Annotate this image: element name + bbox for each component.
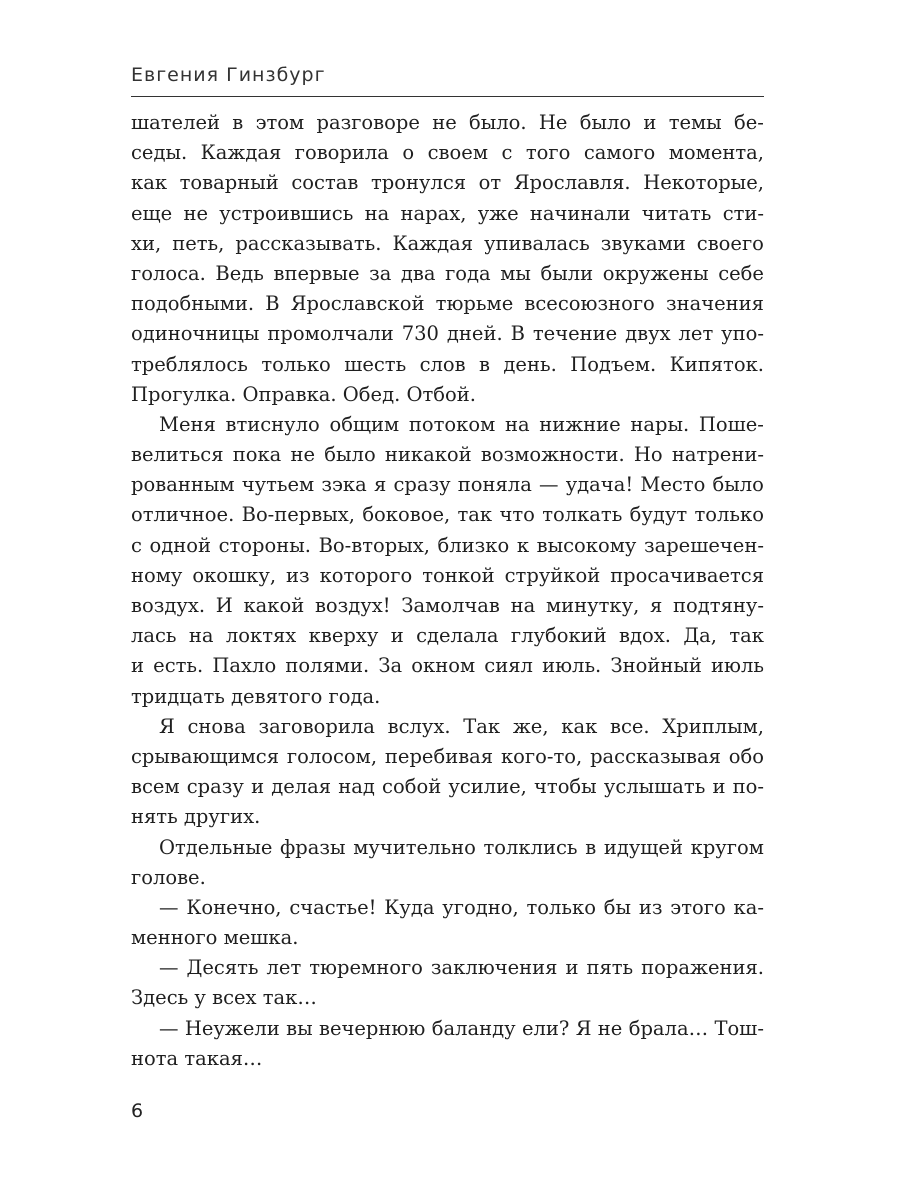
word: локтях bbox=[225, 624, 297, 648]
word: устроившись bbox=[219, 201, 354, 225]
word: пока bbox=[232, 443, 282, 467]
word: рассказывая bbox=[590, 744, 721, 768]
word: кругом bbox=[690, 835, 764, 859]
word: упивалась bbox=[484, 231, 590, 255]
word: шесть bbox=[344, 352, 407, 376]
word: — bbox=[159, 895, 179, 919]
text-line: нять других. bbox=[131, 805, 261, 829]
word: сти- bbox=[722, 201, 764, 225]
word: Но bbox=[633, 443, 663, 467]
word: чтобы bbox=[534, 775, 597, 799]
word: было. bbox=[469, 111, 527, 134]
text-line: Прогулка. Оправка. Обед. Отбой. bbox=[131, 382, 476, 406]
word: срывающимся bbox=[131, 744, 280, 768]
word: Ярославля. bbox=[513, 171, 631, 195]
word: окном bbox=[411, 654, 476, 678]
word: своего bbox=[696, 231, 764, 255]
word: говорила bbox=[294, 141, 389, 165]
word: было bbox=[579, 111, 632, 134]
word: втиснуло bbox=[225, 412, 320, 436]
word: Да, bbox=[683, 624, 717, 648]
word: как bbox=[131, 171, 168, 195]
word: минутку, bbox=[545, 594, 640, 617]
word: я bbox=[373, 473, 387, 497]
word: удача! bbox=[565, 473, 634, 497]
word: и bbox=[131, 654, 144, 678]
word: стороны. bbox=[218, 533, 311, 557]
word: и bbox=[390, 624, 404, 648]
text-line bbox=[131, 953, 764, 983]
word: треблялось bbox=[131, 352, 248, 376]
word: самого bbox=[583, 141, 656, 165]
word: все. bbox=[609, 714, 650, 738]
word: еще bbox=[131, 201, 173, 225]
word: За bbox=[378, 654, 403, 678]
text-line: тридцать девятого года. bbox=[131, 684, 381, 708]
word: так bbox=[457, 503, 493, 527]
word: фразы bbox=[280, 835, 346, 859]
word: никакой bbox=[384, 443, 472, 467]
text-line: Здесь у всех так… bbox=[131, 986, 317, 1010]
word: состав bbox=[291, 171, 359, 195]
text-line bbox=[131, 651, 764, 681]
word: Тош- bbox=[714, 1016, 764, 1040]
header-rule bbox=[131, 96, 764, 97]
word: не bbox=[432, 111, 457, 134]
word: темы bbox=[668, 111, 722, 134]
word: рованным bbox=[131, 473, 235, 497]
word: баланду bbox=[431, 1016, 516, 1040]
word: дней. bbox=[446, 322, 503, 346]
word: тюремного bbox=[309, 956, 423, 980]
word: июль bbox=[711, 654, 764, 678]
word: голоса. bbox=[131, 261, 206, 285]
word: поражения. bbox=[641, 956, 764, 980]
word: нарах, bbox=[400, 201, 467, 225]
word: значения bbox=[665, 292, 764, 316]
word: близко bbox=[437, 533, 510, 557]
text-line bbox=[131, 712, 764, 742]
word: струйкой bbox=[504, 563, 601, 587]
word: ка- bbox=[733, 895, 764, 919]
word: 730 bbox=[401, 322, 439, 346]
word: два bbox=[400, 261, 436, 285]
word: тронулся bbox=[370, 171, 467, 195]
word: — bbox=[539, 473, 559, 497]
word: Во-вторых, bbox=[318, 533, 430, 557]
word: зарешечен- bbox=[643, 533, 764, 557]
word: своем bbox=[427, 141, 488, 165]
text-line: менного мешка. bbox=[131, 926, 299, 950]
word: сделала bbox=[416, 624, 499, 648]
word: только bbox=[694, 503, 764, 527]
word: Кипяток. bbox=[669, 352, 764, 376]
word: Во-первых, bbox=[241, 503, 355, 527]
text-line bbox=[131, 319, 764, 349]
text-line bbox=[131, 500, 764, 530]
word: — bbox=[159, 1016, 179, 1040]
word: о bbox=[402, 141, 415, 165]
word: всем bbox=[131, 775, 180, 799]
text-line bbox=[131, 1014, 764, 1044]
word: с bbox=[501, 141, 513, 165]
word: лет bbox=[266, 956, 302, 980]
text-line bbox=[131, 350, 764, 380]
word: бы bbox=[603, 895, 632, 919]
word: Место bbox=[640, 473, 706, 497]
word: в bbox=[232, 111, 244, 134]
word: того bbox=[525, 141, 571, 165]
word: Неужели bbox=[184, 1016, 280, 1040]
word: на bbox=[504, 412, 530, 436]
word: которого bbox=[319, 563, 413, 587]
word: по- bbox=[732, 775, 764, 799]
word: голосом, bbox=[286, 744, 378, 768]
word: высокому bbox=[536, 533, 637, 557]
word: упо- bbox=[721, 322, 764, 346]
word: седы. bbox=[131, 141, 188, 165]
word: возможности. bbox=[480, 443, 625, 467]
word: Ведь bbox=[215, 261, 264, 285]
word: день. bbox=[503, 352, 557, 376]
text-line bbox=[131, 561, 764, 591]
word: к bbox=[516, 533, 530, 557]
word: звуками bbox=[600, 231, 686, 255]
word: снова bbox=[187, 714, 246, 738]
word: лась bbox=[131, 624, 177, 648]
word: Я bbox=[159, 714, 175, 738]
word: впервые bbox=[273, 261, 360, 285]
word: просачивается bbox=[610, 563, 764, 587]
word: — bbox=[159, 956, 179, 980]
word: рассказывать. bbox=[235, 231, 382, 255]
word: есть. bbox=[153, 654, 204, 678]
text-line bbox=[131, 289, 764, 319]
word: за bbox=[369, 261, 392, 285]
word: делая bbox=[271, 775, 332, 799]
word: ели? bbox=[521, 1016, 570, 1040]
word: течение bbox=[532, 322, 618, 346]
word: Отдельные bbox=[159, 835, 273, 859]
word: Не bbox=[538, 111, 568, 134]
word: не bbox=[597, 1016, 623, 1040]
word: этого bbox=[670, 895, 726, 919]
word: как bbox=[561, 714, 598, 738]
word: из bbox=[285, 563, 310, 587]
word: так bbox=[729, 624, 764, 648]
word: отличное. bbox=[131, 503, 235, 527]
word: Я bbox=[575, 1016, 592, 1040]
word: вдох. bbox=[619, 624, 671, 648]
word: пять bbox=[586, 956, 634, 980]
word: толклись bbox=[483, 835, 578, 859]
word: Меня bbox=[159, 412, 216, 436]
word: Десять bbox=[186, 956, 259, 980]
word: Каждая bbox=[200, 141, 282, 165]
word: заключения bbox=[430, 956, 558, 980]
text-line bbox=[131, 621, 764, 651]
word: слов bbox=[419, 352, 466, 376]
word: петь, bbox=[172, 231, 225, 255]
word: вечернюю bbox=[318, 1016, 426, 1040]
word: я bbox=[650, 594, 663, 617]
word: ному bbox=[131, 563, 183, 587]
word: промолчали bbox=[267, 322, 394, 346]
word: глубокий bbox=[510, 624, 607, 648]
word: разговоре bbox=[316, 111, 420, 134]
word: полями. bbox=[285, 654, 370, 678]
word: на bbox=[510, 594, 536, 617]
text-line bbox=[131, 410, 764, 440]
body-text bbox=[131, 108, 764, 1074]
word: брала… bbox=[628, 1016, 709, 1040]
word: тюрьме bbox=[435, 292, 514, 316]
word: заговорила bbox=[258, 714, 375, 738]
word: читать bbox=[641, 201, 712, 225]
word: двух bbox=[625, 322, 671, 346]
word: Подъем. bbox=[570, 352, 657, 376]
word: чутьем bbox=[241, 473, 315, 497]
text-line bbox=[131, 893, 764, 923]
word: воздух! bbox=[314, 594, 391, 617]
word: окружены bbox=[602, 261, 709, 285]
word: окошку, bbox=[192, 563, 277, 587]
word: какой bbox=[243, 594, 305, 617]
word: сразу bbox=[186, 775, 244, 799]
word: одной bbox=[149, 533, 211, 557]
word: же, bbox=[512, 714, 549, 738]
word: боковое, bbox=[362, 503, 451, 527]
word: перебивая bbox=[384, 744, 494, 768]
word: из bbox=[638, 895, 663, 919]
word: только bbox=[526, 895, 596, 919]
word: сразу bbox=[393, 473, 451, 497]
word: Пахло bbox=[212, 654, 277, 678]
word: нижние bbox=[539, 412, 621, 436]
word: натрени- bbox=[671, 443, 764, 467]
running-head: Евгения Гинзбург bbox=[131, 64, 326, 86]
word: поняла bbox=[457, 473, 532, 497]
word: одиночницы bbox=[131, 322, 260, 346]
word: лет bbox=[678, 322, 714, 346]
word: бе- bbox=[733, 111, 764, 134]
word: только bbox=[261, 352, 331, 376]
word: Так bbox=[463, 714, 501, 738]
word: нары. bbox=[630, 412, 690, 436]
text-line bbox=[131, 199, 764, 229]
word: тонкой bbox=[422, 563, 495, 587]
word: подтяну- bbox=[673, 594, 764, 617]
word: были bbox=[540, 261, 594, 285]
word: мы bbox=[500, 261, 531, 285]
word: Хриплым, bbox=[662, 714, 764, 738]
text-line bbox=[131, 168, 764, 198]
word: над bbox=[338, 775, 375, 799]
text-line: нота такая… bbox=[131, 1046, 263, 1070]
word: зэка bbox=[321, 473, 367, 497]
word: толкать bbox=[542, 503, 623, 527]
text-line bbox=[131, 833, 764, 863]
text-line bbox=[131, 531, 764, 561]
word: В bbox=[510, 322, 525, 346]
text-line bbox=[131, 259, 764, 289]
word: Каждая bbox=[392, 231, 474, 255]
word: и bbox=[643, 111, 657, 134]
word: В bbox=[265, 292, 280, 316]
word: с bbox=[131, 533, 142, 557]
word: обо bbox=[728, 744, 764, 768]
word: не bbox=[183, 201, 209, 225]
word: усилие, bbox=[448, 775, 527, 799]
word: июль. bbox=[542, 654, 602, 678]
text-line bbox=[131, 229, 764, 259]
word: мучительно bbox=[353, 835, 476, 859]
word: Куда bbox=[384, 895, 435, 919]
word: велиться bbox=[131, 443, 224, 467]
text-line bbox=[131, 138, 764, 168]
word: в bbox=[479, 352, 491, 376]
word: не bbox=[290, 443, 316, 467]
word: идущей bbox=[603, 835, 683, 859]
word: Знойный bbox=[610, 654, 702, 678]
word: шателей bbox=[131, 111, 221, 134]
word: товарный bbox=[179, 171, 279, 195]
word: себе bbox=[718, 261, 764, 285]
word: воздух. bbox=[131, 594, 206, 617]
text-line bbox=[131, 470, 764, 500]
word: собой bbox=[382, 775, 442, 799]
word: было bbox=[712, 473, 764, 497]
word: хи, bbox=[131, 231, 162, 255]
word: на bbox=[364, 201, 390, 225]
word: общим bbox=[329, 412, 400, 436]
word: Некоторые, bbox=[643, 171, 764, 195]
word: от bbox=[478, 171, 502, 195]
word: кверху bbox=[308, 624, 379, 648]
word: кого-то, bbox=[500, 744, 583, 768]
word: Поше- bbox=[698, 412, 764, 436]
word: момента, bbox=[668, 141, 764, 165]
word: всесоюзного bbox=[524, 292, 655, 316]
word: подобными. bbox=[131, 292, 255, 316]
word: на bbox=[188, 624, 214, 648]
text-line bbox=[131, 108, 764, 138]
word: было bbox=[324, 443, 376, 467]
word: Ярославской bbox=[290, 292, 425, 316]
word: вслух. bbox=[387, 714, 451, 738]
text-line bbox=[131, 742, 764, 772]
word: услышать bbox=[603, 775, 706, 799]
page-number: 6 bbox=[131, 1100, 144, 1122]
word: счастье! bbox=[289, 895, 377, 919]
word: и bbox=[251, 775, 265, 799]
word: будут bbox=[629, 503, 688, 527]
word: этом bbox=[255, 111, 305, 134]
word: угодно, bbox=[442, 895, 519, 919]
text-line bbox=[131, 772, 764, 802]
word: и bbox=[712, 775, 726, 799]
text-line: голове. bbox=[131, 865, 206, 889]
word: и bbox=[565, 956, 579, 980]
word: в bbox=[585, 835, 597, 859]
word: вы bbox=[286, 1016, 313, 1040]
word: сиял bbox=[484, 654, 533, 678]
word: потоком bbox=[408, 412, 496, 436]
word: Конечно, bbox=[186, 895, 282, 919]
word: Замолчав bbox=[401, 594, 500, 617]
text-line bbox=[131, 591, 764, 621]
word: И bbox=[215, 594, 233, 617]
word: уже bbox=[477, 201, 519, 225]
word: начинали bbox=[529, 201, 631, 225]
word: года bbox=[445, 261, 491, 285]
word: что bbox=[499, 503, 535, 527]
text-line bbox=[131, 440, 764, 470]
